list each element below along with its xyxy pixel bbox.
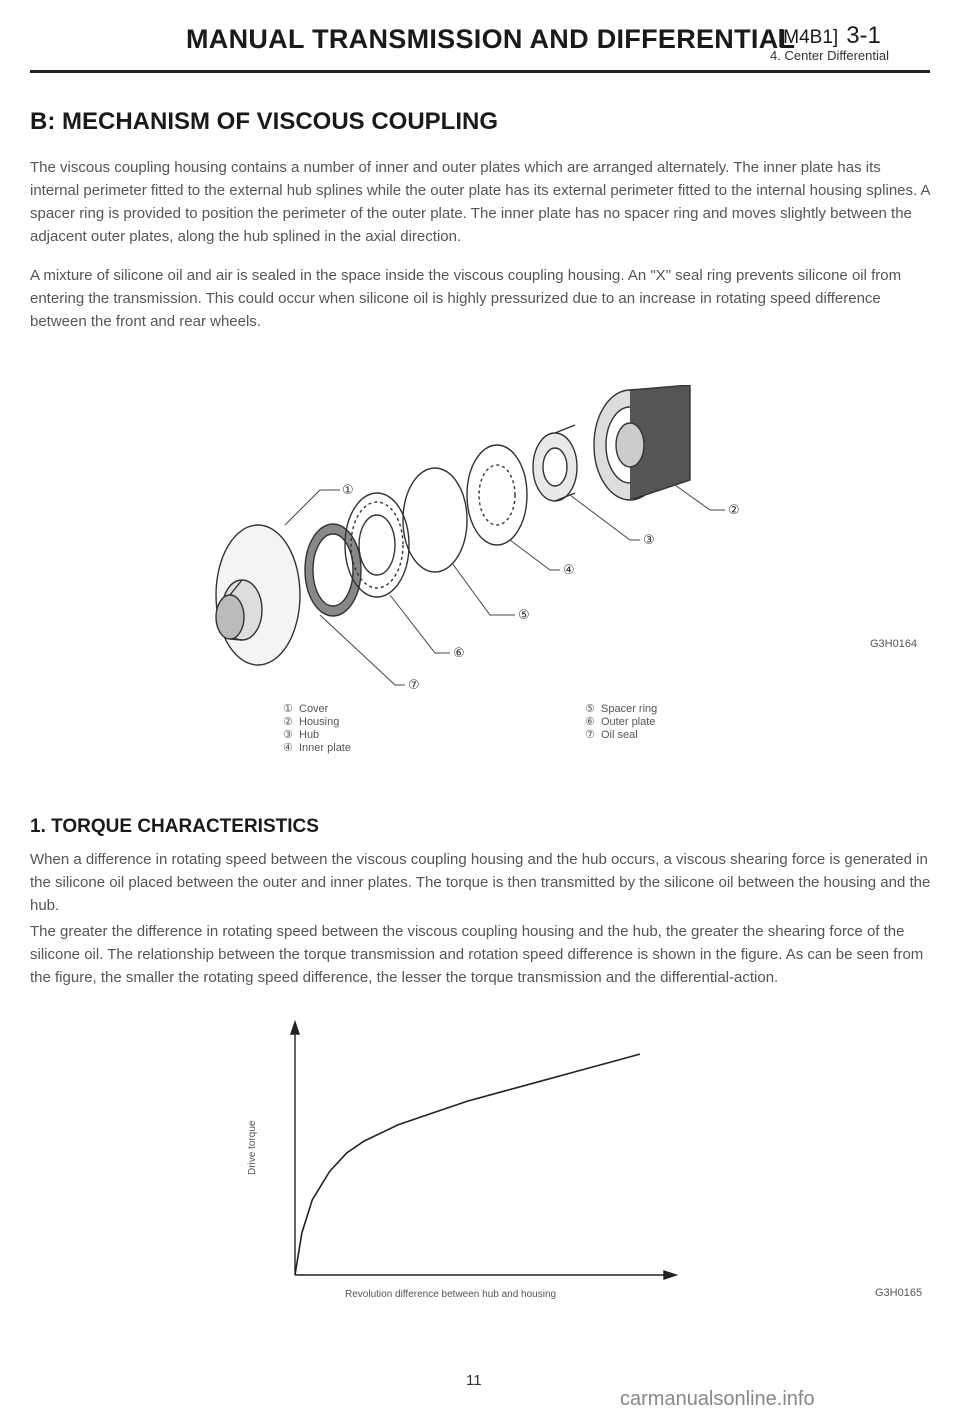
- torque-characteristic-chart: [270, 1020, 690, 1285]
- legend-item: ④ Inner plate: [283, 742, 351, 754]
- cover-part: [216, 525, 300, 665]
- callout-5: ⑤: [518, 608, 530, 623]
- header-model-code: [M4B1]: [778, 27, 839, 48]
- subsection-paragraph-2: The greater the difference in rotating speed between the viscous coupling housing and the hub, the greater the shearing force of the silicone oil. The relationship between the torque transmission and rotation speed difference is shown in the figure. As can be seen from the figure, the smaller the rotating speed difference, the lesser the torque transmission and the differential-action.: [30, 923, 924, 986]
- callout-7: ⑦: [408, 678, 420, 690]
- subsection-heading: 1. TORQUE CHARACTERISTICS: [30, 816, 319, 837]
- legend-column-right: [585, 703, 657, 742]
- callout-2: ②: [728, 503, 740, 518]
- housing-part: [594, 385, 690, 500]
- header-page-ref: 3-1: [846, 22, 881, 49]
- header-title: MANUAL TRANSMISSION AND DIFFERENTIAL: [186, 24, 796, 54]
- section-paragraph-1: The viscous coupling housing contains a number of inner and outer plates which are arranged alternately. The inner plate has its internal perimeter fitted to the external hub splines while the outer plate has its external perimeter fitted to the internal housing splines. A spacer ring is provided to position the perimeter of the outer plate. The inner plate has no spacer ring and moves slightly between the adjacent outer plates, along the hub splined in the axial direction.: [30, 159, 930, 245]
- y-axis-label: Drive torque: [247, 1120, 258, 1175]
- legend-item: ② Housing: [283, 716, 340, 728]
- subsection-paragraph-1: When a difference in rotating speed between the viscous coupling housing and the hub occurs, a viscous shearing force is generated in the silicone oil placed between the outer and inner plates. The torque is then transmitted by the silicone oil between the housing and the hub.: [30, 851, 931, 914]
- hub-part: [533, 425, 577, 501]
- viscous-coupling-exploded-diagram: [190, 385, 770, 690]
- legend-item: ⑦ Oil seal: [585, 729, 638, 741]
- legend-item: ③ Hub: [283, 729, 320, 741]
- x-axis-arrow: [664, 1271, 676, 1279]
- torque-curve: [295, 1054, 640, 1275]
- section-heading: B: MECHANISM OF VISCOUS COUPLING: [30, 108, 499, 135]
- figure1-code: G3H0164: [870, 638, 918, 650]
- figure2-code: G3H0165: [875, 1287, 923, 1299]
- inner-plate-part: [467, 445, 527, 545]
- legend-item: ⑥ Outer plate: [585, 716, 656, 728]
- oil-seal-part: [305, 524, 361, 616]
- header-code: [778, 22, 881, 50]
- callout-6: ⑥: [453, 646, 465, 661]
- y-axis-arrow: [291, 1022, 299, 1034]
- header-subtitle: 4. Center Differential: [770, 48, 889, 63]
- watermark: carmanualsonline.info: [620, 1388, 815, 1410]
- spacer-ring-part: [403, 468, 467, 572]
- legend-column-left: [283, 703, 351, 755]
- callout-3: ③: [643, 533, 655, 548]
- page-number: 11: [466, 1372, 482, 1389]
- section-paragraph-2: A mixture of silicone oil and air is sealed in the space inside the viscous coupling housing. An "X" seal ring prevents silicone oil from entering the transmission. This could occur when silicone oil is highly pressurized due to an increase in rotating speed difference between the front and rear wheels.: [30, 267, 902, 330]
- legend-item: ⑤ Spacer ring: [585, 703, 658, 715]
- callout-4: ④: [563, 563, 575, 578]
- legend-item: ① Cover: [283, 703, 329, 715]
- callout-1: ①: [342, 483, 354, 498]
- x-axis-label: Revolution difference between hub and housing: [345, 1289, 557, 1300]
- header-divider: [30, 70, 930, 73]
